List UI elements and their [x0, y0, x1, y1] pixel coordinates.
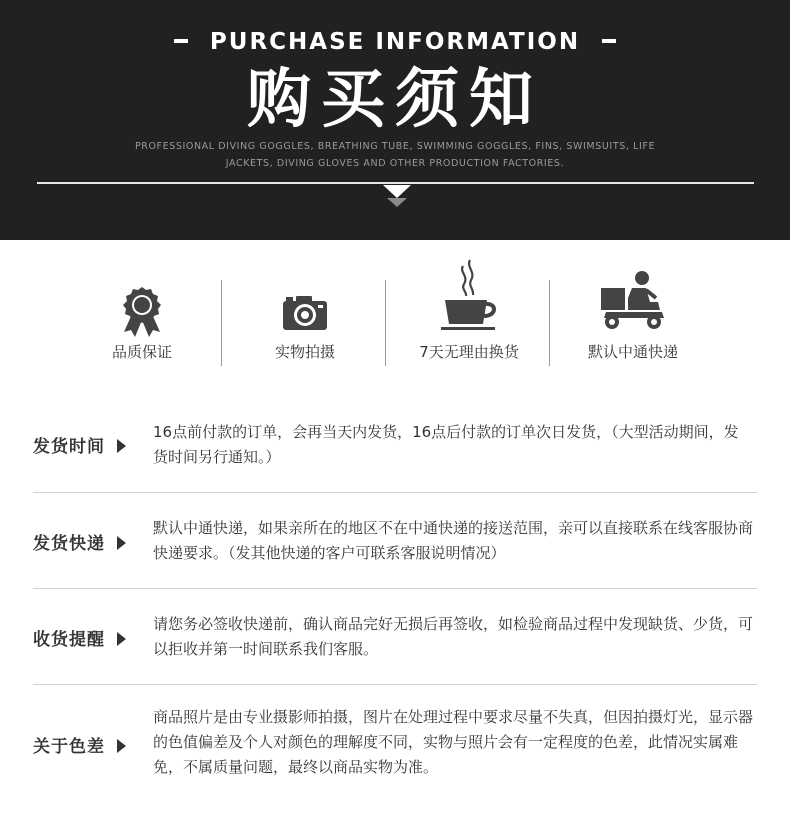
feature-quality: [60, 258, 224, 368]
header-subtext: [110, 138, 680, 172]
info-row-label-text: 关于色差: [33, 737, 105, 757]
coffee-cup-icon: [437, 258, 501, 334]
info-row-label: [33, 625, 126, 650]
info-row-text: 商品照片是由专业摄影师拍摄，图片在处理过程中要求尽量不失真，但因拍摄灯光，显示器的色值偏差及个人对颜色的理解度不同，实物与照片会有一定程度的色差，此情况实属难免，不属质量问题，最终以商品实物为准。: [153, 708, 754, 776]
feature-7-day-exchange: [387, 258, 551, 368]
play-arrow-icon: [117, 439, 126, 453]
info-row-label: [33, 432, 126, 457]
info-row-color-difference: [33, 685, 757, 805]
info-row-label-text: 发货快递: [33, 534, 105, 554]
info-row-label: [33, 732, 126, 757]
delivery-scooter-icon: [598, 268, 668, 332]
eyebrow-title: [0, 27, 790, 57]
medal-icon: [118, 286, 166, 338]
info-row-label-text: 收货提醒: [33, 630, 105, 650]
info-row-receipt-reminder: [33, 589, 757, 685]
play-arrow-icon: [117, 739, 126, 753]
subtext-line-1: PROFESSIONAL DIVING GOGGLES, BREATHING TUBE, SWIMMING GOGGLES, FINS, SWIMSUITS, LIFE: [134, 141, 656, 152]
info-row-shipping-time: [33, 402, 757, 493]
feature-label: 默认中通快递: [587, 343, 678, 361]
info-row-courier: [33, 493, 757, 589]
info-row-label: [33, 529, 126, 554]
info-row-label-text: 发货时间: [33, 437, 105, 457]
info-row-text: 默认中通快递，如果亲所在的地区不在中通快递的接送范围，亲可以直接联系在线客服协商快递要求。（发其他快递的客户可联系客服说明情况）: [153, 519, 754, 562]
eyebrow-dash-right: [602, 39, 616, 43]
eyebrow-dash-left: [174, 39, 188, 43]
camera-icon: [281, 294, 329, 332]
purchase-info-list: [33, 402, 757, 805]
info-row-text: 请您务必签收快递前，确认商品完好无损后再签收，如检验商品过程中发现缺货、少货，可以拒收并第一时间联系我们客服。: [153, 615, 754, 658]
feature-real-photo: [223, 258, 387, 368]
feature-divider: [221, 280, 222, 366]
eyebrow-text: PURCHASE INFORMATION: [209, 29, 581, 55]
chevron-down-icon: [383, 185, 411, 209]
feature-label: 品质保证: [111, 343, 172, 361]
header-banner: [0, 0, 790, 240]
feature-label: 实物拍摄: [274, 343, 335, 361]
feature-default-courier: [551, 258, 715, 368]
feature-divider: [549, 280, 550, 366]
info-row-text: 16点前付款的订单，会再当天内发货，16点后付款的订单次日发货，（大型活动期间，发货时间另行通知。）: [153, 423, 739, 466]
feature-strip: [60, 258, 730, 378]
play-arrow-icon: [117, 536, 126, 550]
feature-label: 7天无理由换货: [419, 343, 519, 361]
play-arrow-icon: [117, 632, 126, 646]
header-divider: [37, 182, 754, 184]
page-title: 购买须知: [247, 63, 543, 137]
feature-divider: [385, 280, 386, 366]
subtext-line-2: JACKETS, DIVING GLOVES AND OTHER PRODUCTION FACTORIES.: [225, 158, 565, 169]
